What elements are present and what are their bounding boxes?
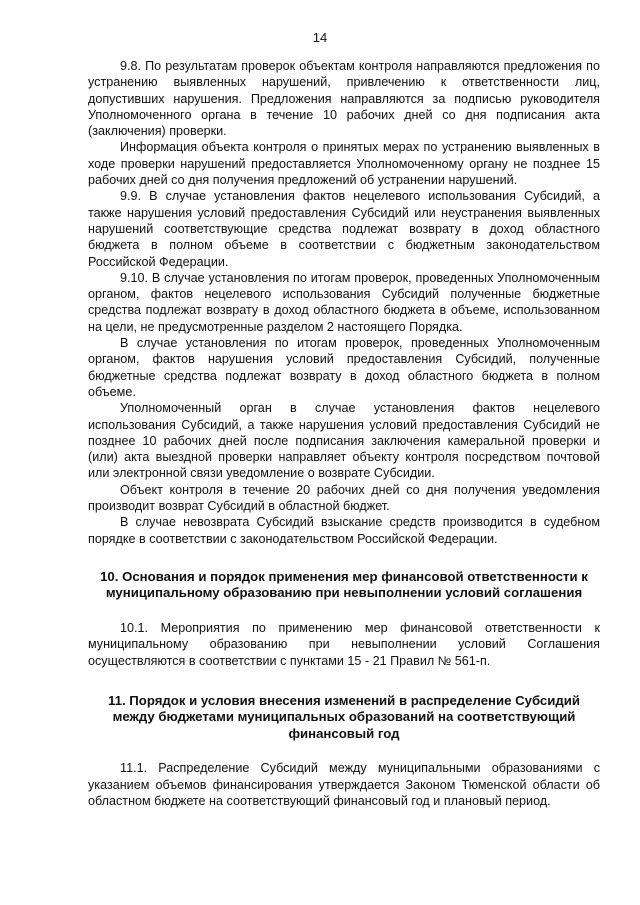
paragraph-9-9: 9.9. В случае установления фактов нецелевого использования Субсидий, а также нарушения условий предоставления Субсидий или неустранения выявленных нарушений соответствующие средства подлежат возврату в доход областного бюджета в полном объеме в соответствии с бюджетным законодательством Российской Федерации. bbox=[88, 189, 600, 269]
paragraph-9-8: 9.8. По результатам проверок объектам контроля направляются предложения по устранению выявленных нарушений, привлечению к ответственности лиц, допустивших нарушения. Предложения направляются за подписью руководителя Уполномоченного органа в течение 10 рабочих дней со дня подписания акта (заключения) проверки. bbox=[88, 59, 600, 139]
paragraph-info-measures: Информация объекта контроля о принятых мерах по устранению выявленных в ходе проверки нарушений предоставляется Уполномоченному органу не позднее 15 рабочих дней со дня получения предложений об устранении нарушений. bbox=[88, 140, 600, 188]
section-10-heading: 10. Основания и порядок применения мер финансовой ответственности к муниципальному образованию при невыполнении условий соглашения bbox=[100, 568, 588, 601]
page-number: 14 bbox=[312, 30, 328, 45]
paragraph-return-deadline: Объект контроля в течение 20 рабочих дней со дня получения уведомления производит возврат Субсидий в областной бюджет. bbox=[88, 482, 600, 514]
paragraph-violation-return: В случае установления по итогам проверок, проведенных Уполномоченным органом, фактов нарушения условий предоставления Субсидий, полученные бюджетные средства подлежат возврату в доход областного бюджета в полном объеме. bbox=[88, 336, 600, 399]
paragraph-11-1: 11.1. Распределение Субсидий между муниципальными образованиями с указанием объемов финансирования утверждается Законом Тюменской области об областном бюджете на соответствующий финансовый год и плановый период. bbox=[88, 761, 600, 808]
paragraph-10-1: 10.1. Мероприятия по применению мер финансовой ответственности к муниципальному образованию при невыполнении условий Соглашения осуществляются в соответствии с пунктами 15 - 21 Правил № 561-п. bbox=[88, 620, 600, 668]
document-body bbox=[88, 58, 600, 809]
paragraph-court-recovery: В случае невозврата Субсидий взыскание средств производится в судебном порядке в соответствии с законодательством Российской Федерации. bbox=[88, 515, 600, 546]
paragraph-9-10: 9.10. В случае установления по итогам проверок, проведенных Уполномоченным органом, фактов нецелевого использования Субсидий полученные бюджетные средства подлежат возврату в доход областного бюджета в объеме, использованном на цели, не предусмотренные разделом 2 настоящего Порядка. bbox=[88, 270, 600, 334]
paragraph-notification: Уполномоченный орган в случае установления фактов нецелевого использования Субсидий, а также нарушения условий предоставления Субсидий не позднее 10 рабочих дней после подписания заключения камеральной проверки и (или) акта выездной проверки направляет объекту контроля посредством почтовой или электронной связи уведомление о возврате Субсидии. bbox=[88, 401, 600, 481]
section-11-heading: 11. Порядок и условия внесения изменений в распределение Субсидий между бюджетами муниципальных образований на соответствующий финансовый год bbox=[108, 692, 580, 741]
